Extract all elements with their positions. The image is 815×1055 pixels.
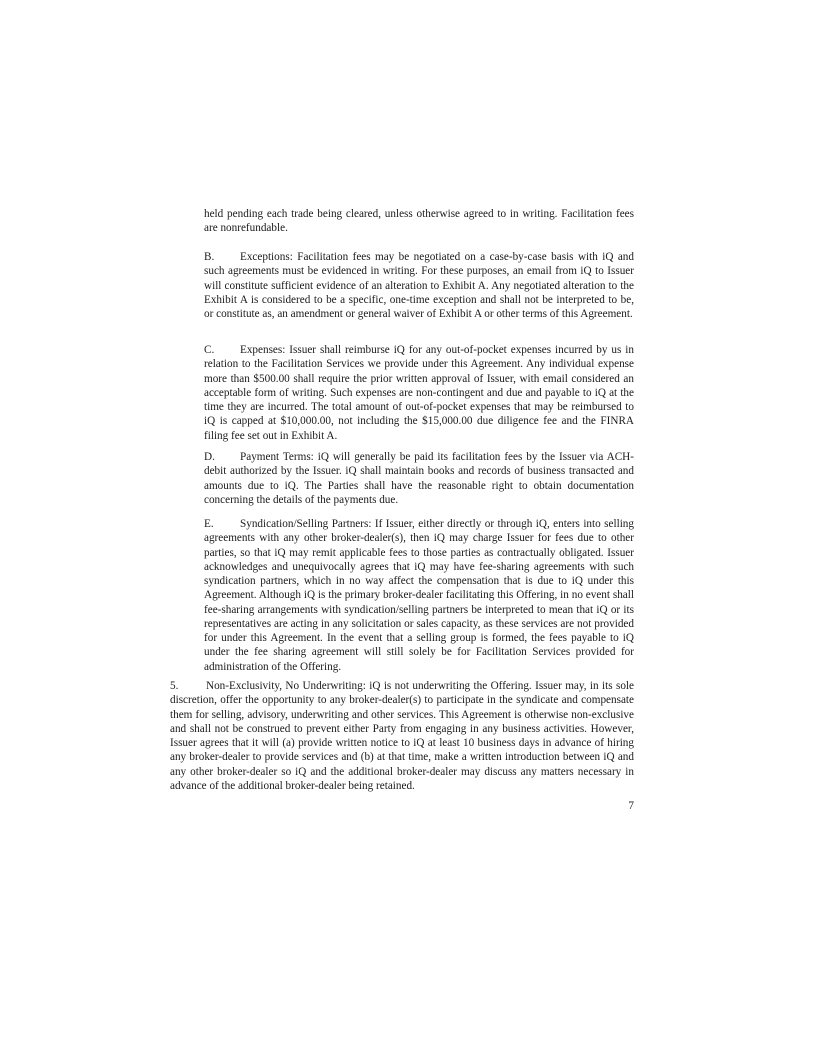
section-5-paragraph bbox=[170, 679, 634, 793]
clause-e-paragraph bbox=[204, 517, 634, 674]
clause-e-text: Syndication/Selling Partners: If Issuer, either directly or through iQ, enters into selling agreements with any other broker-dealer(s), then iQ may charge Issuer for fees due to other parties, so that iQ may remit applicable fees to those parties as contractually obligated. Issuer acknowledges and unequivocally agrees that iQ may have fee-sharing agreements with such syndication partners, which in no way affect the compensation that is due to iQ under this Agreement. Although iQ is the primary broker-dealer facilitating this Offering, in no event shall fee-sharing arrangements with syndication/selling partners be interpreted to mean that iQ or its representatives are acting in any solicitation or sales capacity, as these services are not provided for under this Agreement. In the event that a selling group is formed, the fees payable to iQ under the fee sharing agreement will still solely be for Facilitation Services provided for administration of the Offering. bbox=[204, 518, 634, 673]
clause-b-text: Exceptions: Facilitation fees may be negotiated on a case-by-case basis with iQ and such agreements must be evidenced in writing. For these purposes, an email from iQ to Issuer will constitute sufficient evidence of an alteration to Exhibit A. Any negotiated alteration to the Exhibit A is considered to be a specific, one-time exception and shall not be interpreted to be, or constitute as, an amendment or general waiver of Exhibit A or other terms of this Agreement. bbox=[204, 251, 634, 320]
clause-b-letter: B. bbox=[204, 251, 215, 263]
continuation-paragraph: held pending each trade being cleared, unless otherwise agreed to in writing. Facilitation fees are nonrefundable. bbox=[204, 208, 634, 235]
clause-b-paragraph bbox=[204, 250, 634, 321]
page-number: 7 bbox=[628, 800, 634, 812]
clause-d-letter: D. bbox=[204, 451, 215, 463]
clause-d-text: Payment Terms: iQ will generally be paid its facilitation fees by the Issuer via ACH-debit authorized by the Issuer. iQ shall maintain books and records of business transacted and amounts due to iQ. The Parties shall have the reasonable right to obtain documentation concerning the details of the payments due. bbox=[204, 451, 634, 506]
section-5-text: Non-Exclusivity, No Underwriting: iQ is not underwriting the Offering. Issuer may, in its sole discretion, offer the opportunity to any broker-dealer(s) to participate in the syndicate and compensate them for selling, advisory, underwriting and other services. This Agreement is otherwise non-exclusive and shall not be construed to prevent either Party from engaging in any business activities. However, Issuer agrees that it will (a) provide written notice to iQ at least 10 business days in advance of hiring any broker-dealer to provide services and (b) at that time, make a written introduction between iQ and any other broker-dealer so iQ and the additional broker-dealer may discuss any matters necessary in advance of the additional broker-dealer being retained. bbox=[170, 680, 634, 792]
clause-e-letter: E. bbox=[204, 518, 214, 530]
clause-c-letter: C. bbox=[204, 344, 215, 356]
clause-d-paragraph bbox=[204, 450, 634, 507]
section-5-number: 5. bbox=[170, 680, 179, 692]
clause-c-paragraph bbox=[204, 343, 634, 443]
clause-c-text: Expenses: Issuer shall reimburse iQ for any out-of-pocket expenses incurred by us in relation to the Facilitation Services we provide under this Agreement. Any individual expense more than $500.00 shall require the prior written approval of Issuer, with email considered an acceptable form of writing. Such expenses are non-contingent and due and payable to iQ at the time they are incurred. The total amount of out-of-pocket expenses that may be reimbursed to iQ is capped at $10,000.00, not including the $15,000.00 due diligence fee and the FINRA filing fee set out in Exhibit A. bbox=[204, 344, 634, 442]
